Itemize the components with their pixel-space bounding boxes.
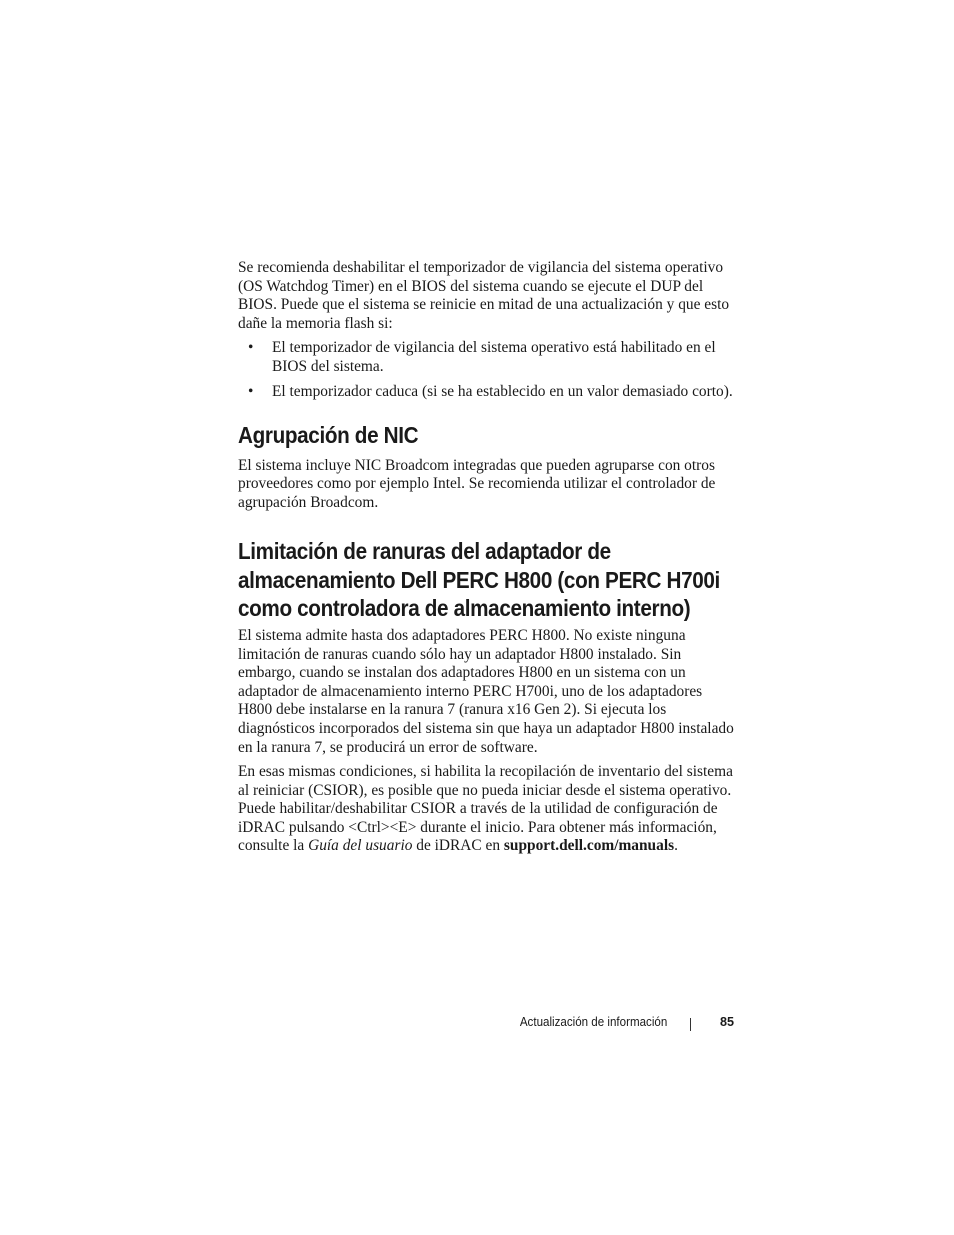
section-heading-nic: Agrupación de NIC — [238, 422, 419, 449]
list-item — [238, 339, 738, 376]
list-item-text: El temporizador de vigilancia del sistema operativo está habilitado en el BIOS del sistema. — [272, 339, 716, 375]
perc-paragraph-2-end: . — [674, 837, 678, 855]
perc-paragraph-1: El sistema admite hasta dos adaptadores PERC H800. No existe ninguna limitación de ranuras cuando sólo hay un adaptador H800 instalado. Sin embargo, cuando se instalan dos adaptadores H800 en un sistema con un adaptador de almacenamiento interno PERC H700i, uno de los adaptadores H800 debe instalarse en la ranura 7 (ranura x16 Gen 2). Si ejecuta los diagnósticos incorporados del sistema sin que haya un adaptador H800 instalado en la ranura 7, se producirá un error de software. — [238, 626, 734, 756]
perc-paragraph-2-text: En esas mismas condiciones, si habilita la recopilación de inventario del sistema al reiniciar (CSIOR), es posible que no pueda iniciar desde el sistema operativo. Puede habilitar/deshabilitar CSIOR a través de la utilidad de configuración de iDRAC pulsando <Ctrl><E> durante el inicio. Para obtener más información, consulte la — [238, 763, 733, 855]
heading-line: almacenamiento Dell PERC H800 (con PERC H700i — [238, 566, 720, 593]
nic-paragraph: El sistema incluye NIC Broadcom integradas que pueden agruparse con otros proveedores como por ejemplo Intel. Se recomienda utilizar el controlador de agrupación Broadcom. — [238, 456, 716, 511]
bullet-list — [238, 339, 738, 401]
bullet-icon: • — [248, 382, 254, 400]
support-link[interactable]: support.dell.com/manuals — [503, 837, 675, 855]
intro-paragraph: Se recomienda deshabilitar el temporizador de vigilancia del sistema operativo (OS Watchdog Timer) en el BIOS del sistema cuando se ejecute el DUP del BIOS. Puede que el sistema se reinicie en mitad de una actualización y que esto dañe la memoria flash si: — [238, 259, 730, 332]
perc-paragraph-2-middle: de iDRAC en — [412, 837, 504, 855]
page-number: 85 — [719, 1015, 734, 1029]
heading-line: Limitación de ranuras del adaptador de — [238, 538, 611, 565]
footer-section-title: Actualización de información — [519, 1015, 667, 1029]
page-content — [238, 259, 738, 862]
list-item — [238, 383, 738, 402]
heading-line: como controladora de almacenamiento interno) — [238, 595, 691, 622]
user-guide-title: Guía del usuario — [308, 837, 413, 855]
page-footer — [238, 1015, 734, 1035]
perc-paragraph-2 — [238, 763, 738, 856]
section-heading-perc — [238, 537, 742, 623]
list-item-text: El temporizador caduca (si se ha establecido en un valor demasiado corto). — [272, 382, 733, 400]
bullet-icon: • — [248, 339, 254, 357]
footer-divider — [690, 1018, 691, 1031]
